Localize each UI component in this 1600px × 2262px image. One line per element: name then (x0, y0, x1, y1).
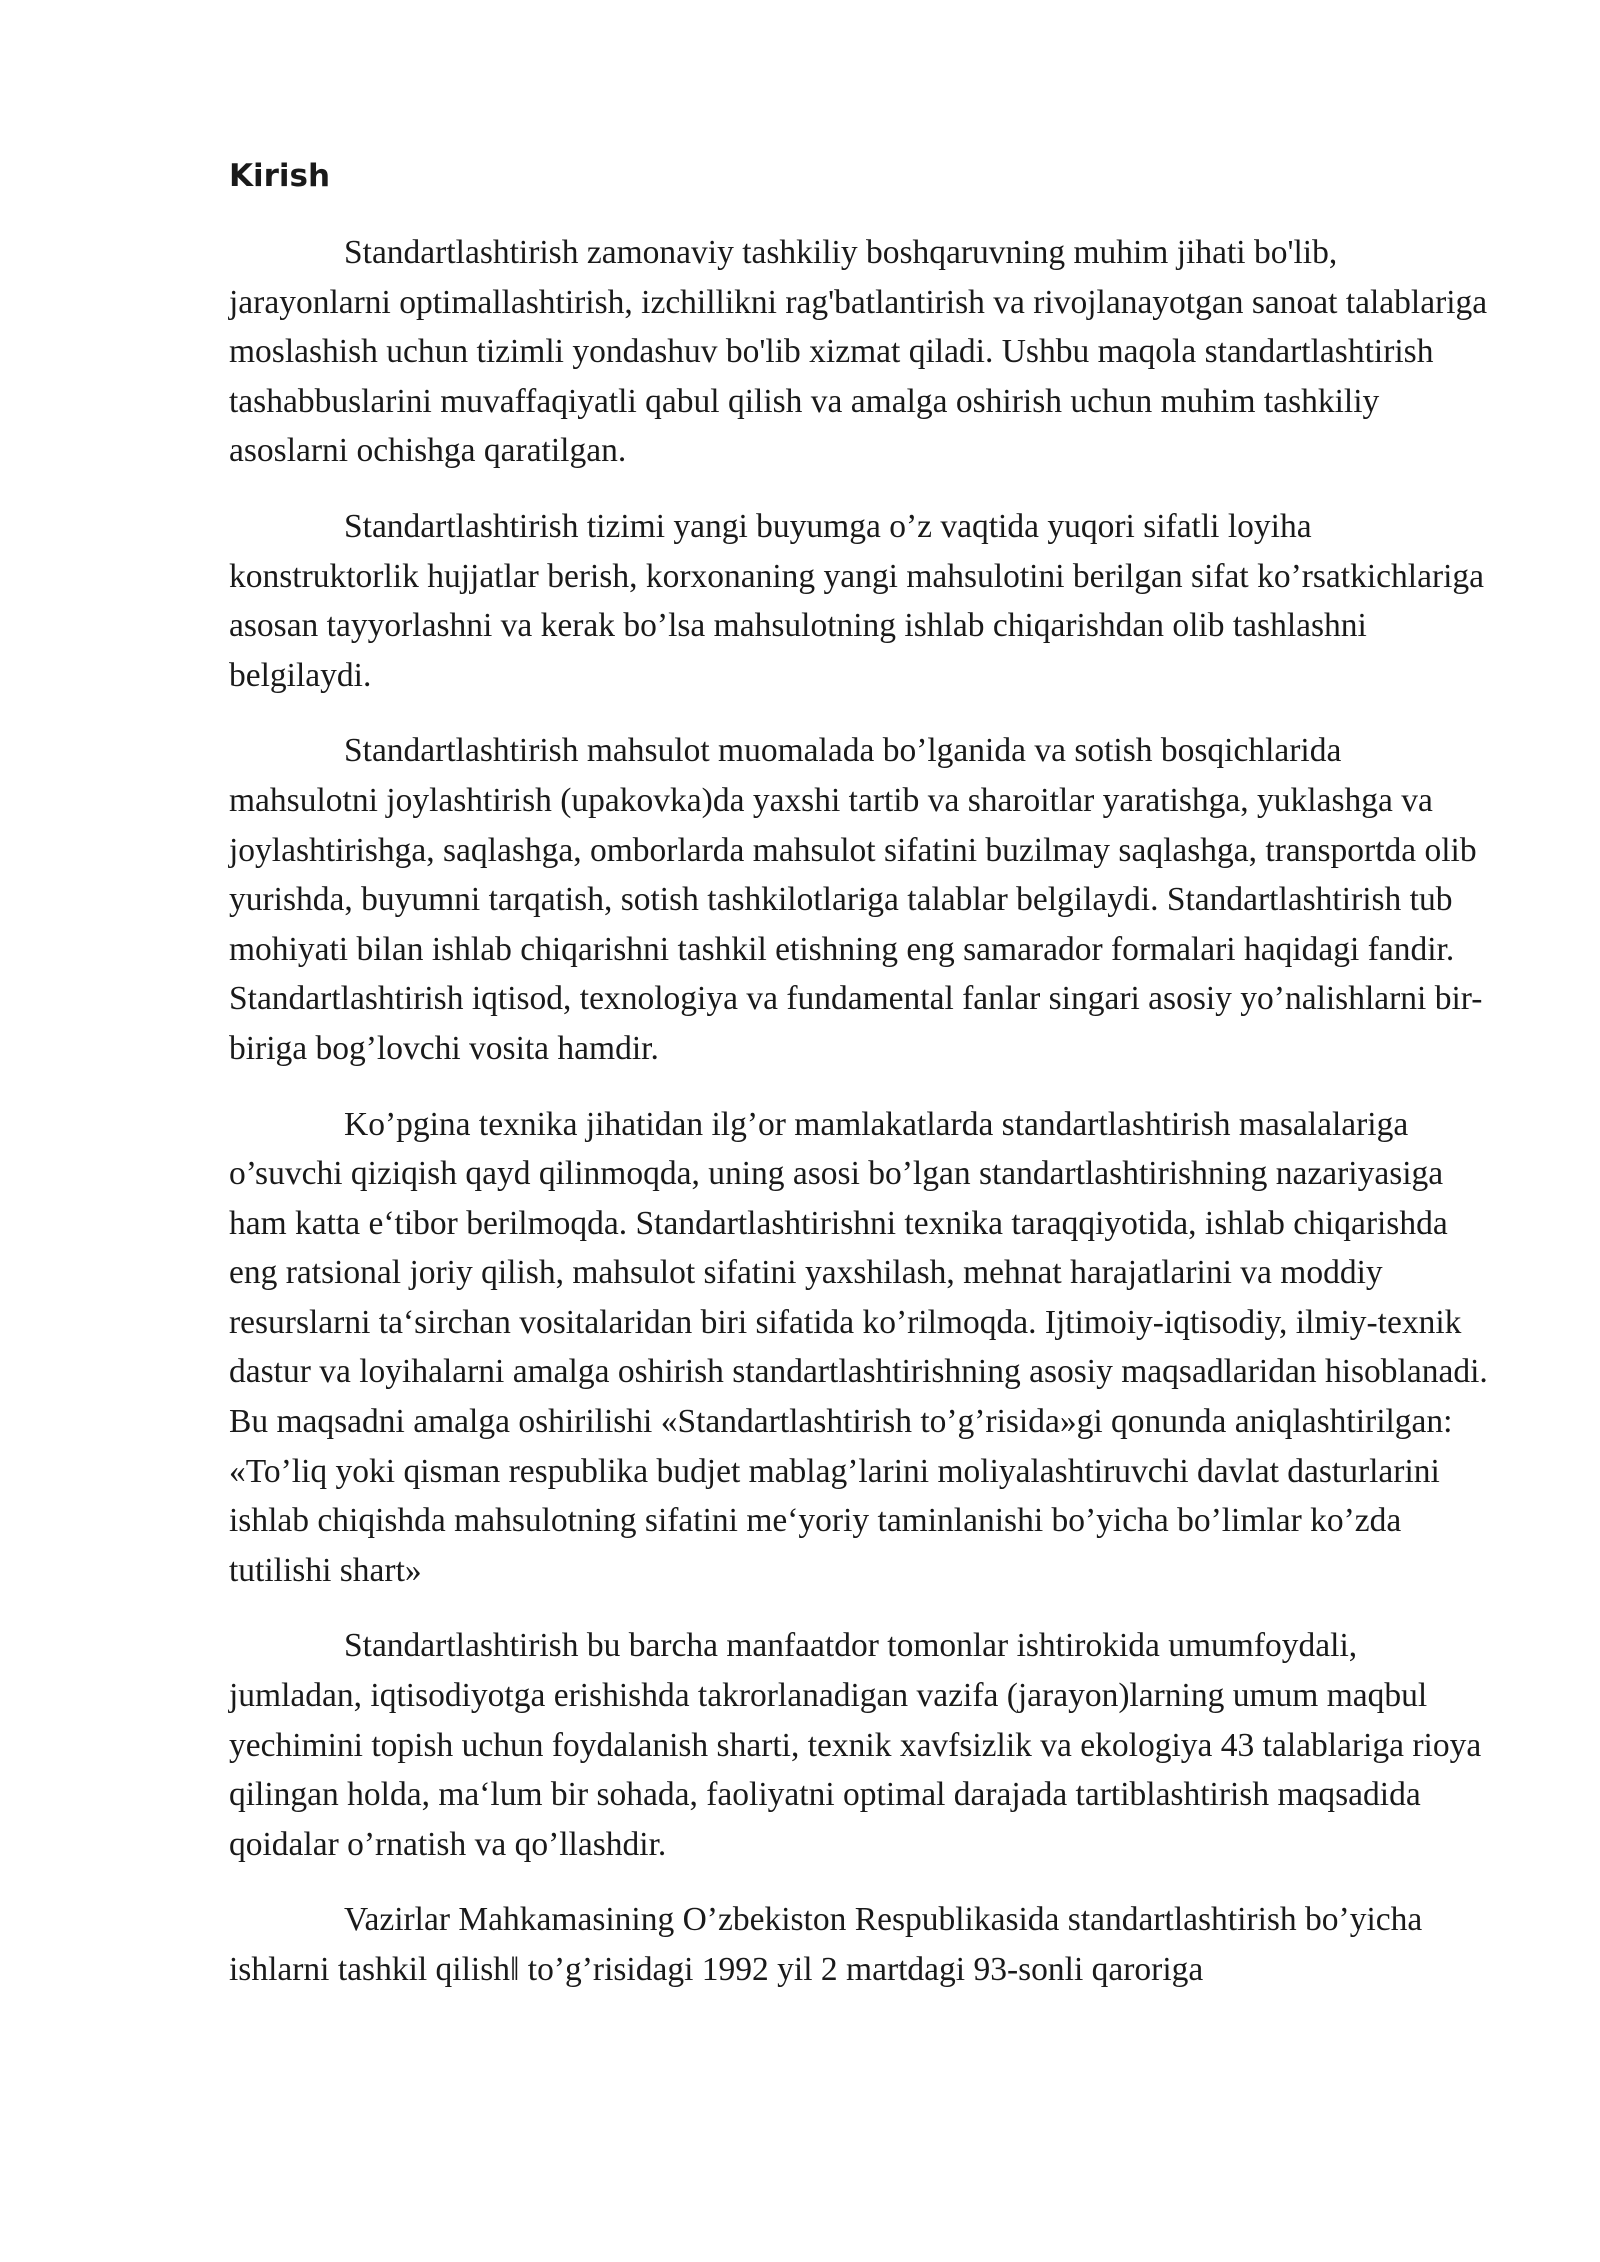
paragraph-5: Standartlashtirish bu barcha manfaatdor tomonlar ishtirokida umumfoydali, jumladan, iqtisodiyotga erishishda takrorlanadigan vazifa (jarayon)larning umum maqbul yechimini topish uchun foydalanish sharti, texnik xavfsizlik va ekologiya 43 talablariga rioya qilingan holda, ma‘lum bir sohada, faoliyatni optimal darajada tartiblashtirish maqsadida qoidalar o’rnatish va qo’llashdir. (229, 1627, 1482, 1863)
paragraph-1: Standartlashtirish zamonaviy tashkiliy boshqaruvning muhim jihati bo'lib, jarayonlarni optimallashtirish, izchillikni rag'batlantirish va rivojlanayotgan sanoat talablariga moslashish uchun tizimli yondashuv bo'lib xizmat qiladi. Ushbu maqola standartlashtirish tashabbuslarini muvaffaqiyatli qabul qilish va amalga oshirish uchun muhim tashkiliy asoslarni ochishga qaratilgan. (229, 234, 1488, 470)
paragraph-4: Ko’pgina texnika jihatidan ilg’or mamlakatlarda standartlashtirish masalalariga o’suvchi qiziqish qayd qilinmoqda, uning asosi bo’lgan standartlashtirishning nazariyasiga ham katta e‘tibor berilmoqda. Standartlashtirishni texnika taraqqiyotida, ishlab chiqarishda eng ratsional joriy qilish, mahsulot sifatini yaxshilash, mehnat harajatlarini va moddiy resurslarni ta‘sirchan vositalaridan biri sifatida ko’rilmoqda. Ijtimoiy-iqtisodiy, ilmiy-texnik dastur va loyihalarni amalga oshirish standartlashtirishning asosiy maqsadlaridan hisoblanadi. Bu maqsadni amalga oshirilishi «Standartlashtirish to’g’risida»gi qonunda aniqlashtirilgan: «To’liq yoki qisman respublika budjet mablag’larini moliyalashtiruvchi davlat dasturlarini ishlab chiqishda mahsulotning sifatini me‘yoriy taminlanishi bo’yicha bo’limlar ko’zda tutilishi shart» (229, 1105, 1488, 1589)
paragraph-3: Standartlashtirish mahsulot muomalada bo’lganida va sotish bosqichlarida mahsulotni joylashtirish (upakovka)da yaxshi tartib va sharoitlar yaratishga, yuklashga va joylashtirishga, saqlashga, omborlarda mahsulot sifatini buzilmay saqlashga, transportda olib yurishda, buyumni tarqatish, sotish tashkilotlariga talablar belgilaydi. Standartlashtirish tub mohiyati bilan ishlab chiqarishni tashkil etishning eng samarador formalari haqidagi fandir. Standartlashtirish iqtisod, texnologiya va fundamental fanlar singari asosiy yo’nalishlarni bir-biriga bog’lovchi vosita hamdir. (229, 732, 1483, 1067)
paragraph-2: Standartlashtirish tizimi yangi buyumga o’z vaqtida yuqori sifatli loyiha konstruktorlik hujjatlar berish, korxonaning yangi mahsulotini berilgan sifat ko’rsatkichlariga asosan tayyorlashni va kerak bo’lsa mahsulotning ishlab chiqarishdan olib tashlashni belgilaydi. (229, 507, 1485, 694)
paragraph-6: Vazirlar Mahkamasining O’zbekiston Respublikasida standartlashtirish bo’yicha ishlarni tashkil qilish‖ to’g’risidagi 1992 yil 2 martdagi 93-sonli qaroriga (229, 1901, 1423, 1988)
section-heading: Kirish (229, 158, 331, 194)
document-body (229, 150, 1489, 2021)
